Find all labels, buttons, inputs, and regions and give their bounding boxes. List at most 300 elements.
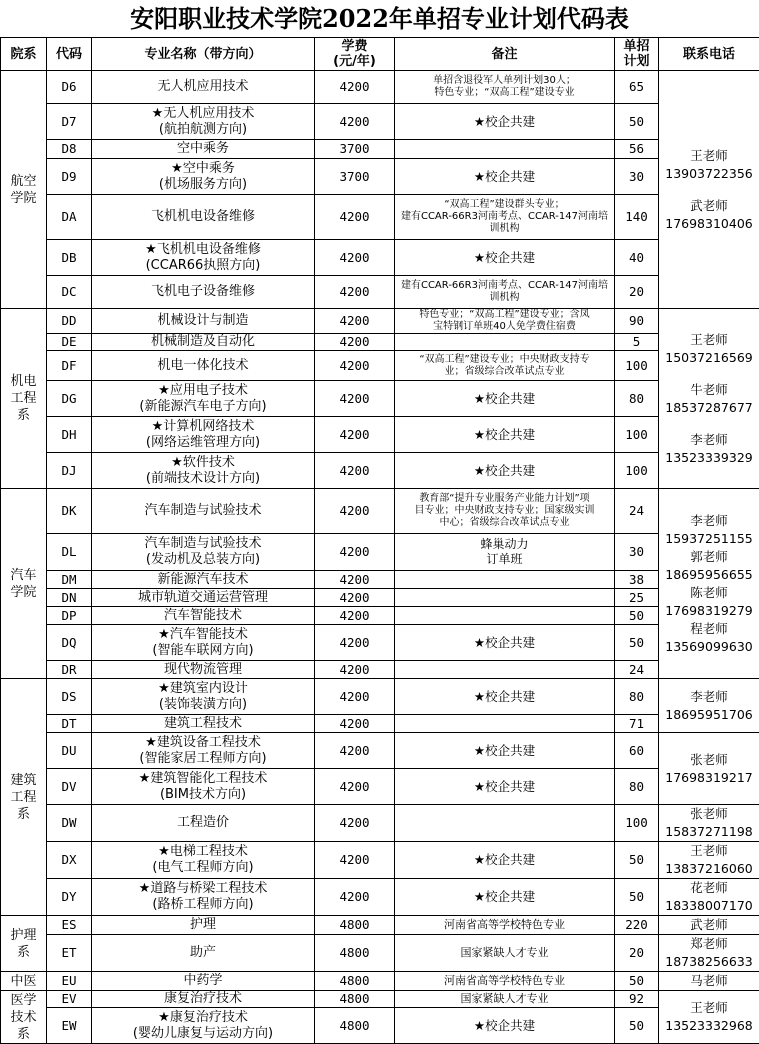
code-cell: ET	[47, 935, 92, 972]
major-name-line: 护理	[92, 917, 314, 933]
contact-cell	[659, 71, 759, 309]
code-cell: DE	[47, 334, 92, 351]
college-cell	[1, 991, 47, 1044]
note-cell	[395, 769, 615, 805]
table-row	[1, 334, 759, 351]
college-name-line: 医学	[1, 992, 46, 1009]
table-row	[1, 1008, 759, 1044]
major-name-line: (智能车联网方向)	[92, 643, 314, 659]
note-cell	[395, 334, 615, 351]
code-cell: D7	[47, 104, 92, 140]
fee-cell: 4200	[315, 769, 395, 805]
table-row	[1, 140, 759, 159]
college-cell	[1, 489, 47, 679]
plan-cell: 140	[615, 195, 659, 240]
note-line: “双高工程”建设群头专业；	[395, 199, 614, 211]
major-name-cell	[92, 842, 315, 879]
major-name-cell	[92, 240, 315, 276]
note-cell	[395, 453, 615, 489]
contact-line: 王老师	[659, 999, 759, 1017]
contact-cell	[659, 489, 759, 679]
plan-cell: 25	[615, 589, 659, 607]
plan-cell: 50	[615, 607, 659, 625]
code-cell: DL	[47, 534, 92, 571]
code-cell: DY	[47, 879, 92, 916]
fee-cell: 4800	[315, 935, 395, 972]
contact-cell	[659, 879, 759, 916]
contact-cell	[659, 733, 759, 805]
header-college: 院系	[1, 38, 47, 71]
note-line: ★校企共建	[395, 889, 614, 905]
college-name-line: 学院	[1, 584, 46, 601]
note-line: ★校企共建	[395, 169, 614, 185]
table-row	[1, 240, 759, 276]
major-name-cell	[92, 879, 315, 916]
note-cell	[395, 195, 615, 240]
fee-cell: 4200	[315, 534, 395, 571]
major-name-cell	[92, 1008, 315, 1044]
header-fee	[315, 38, 395, 71]
page-title: 安阳职业技术学院2022年单招专业计划代码表	[0, 0, 759, 37]
major-name-line: (航拍航测方向)	[92, 122, 314, 138]
note-line: ★校企共建	[395, 391, 614, 407]
major-name-line: 汽车智能技术	[92, 608, 314, 624]
major-name-line: (前端技术设计方向)	[92, 471, 314, 487]
note-line: 教育部“提升专业服务产业能力计划”项	[395, 493, 614, 505]
code-cell: D8	[47, 140, 92, 159]
note-line: ★校企共建	[395, 743, 614, 759]
major-name-line: 空中乘务	[92, 141, 314, 157]
fee-cell: 4200	[315, 381, 395, 417]
fee-cell: 4200	[315, 453, 395, 489]
major-name-cell	[92, 71, 315, 104]
note-cell	[395, 805, 615, 842]
table-row	[1, 195, 759, 240]
note-cell	[395, 625, 615, 661]
contact-line: 李老师	[659, 688, 759, 706]
note-line: 建有CCAR-66R3河南考点、CCAR-147河南培	[395, 211, 614, 223]
major-name-cell	[92, 679, 315, 715]
code-cell: EV	[47, 991, 92, 1008]
contact-cell	[659, 805, 759, 842]
code-cell: D6	[47, 71, 92, 104]
college-cell	[1, 71, 47, 309]
code-cell: DH	[47, 417, 92, 453]
header-plan	[615, 38, 659, 71]
note-cell	[395, 381, 615, 417]
code-cell: DW	[47, 805, 92, 842]
contact-line: 李老师	[659, 512, 759, 530]
college-cell	[1, 309, 47, 489]
plan-cell: 56	[615, 140, 659, 159]
fee-cell: 4200	[315, 351, 395, 381]
contact-line: 王老师	[659, 147, 759, 165]
note-cell	[395, 715, 615, 733]
contact-cell	[659, 916, 759, 935]
major-name-line: 汽车制造与试验技术	[92, 503, 314, 519]
note-line: ★校企共建	[395, 427, 614, 443]
major-name-cell	[92, 534, 315, 571]
major-name-line: (电气工程师方向)	[92, 860, 314, 876]
major-name-line: (路桥工程师方向)	[92, 897, 314, 913]
plan-cell: 80	[615, 769, 659, 805]
note-cell	[395, 607, 615, 625]
fee-cell: 4200	[315, 589, 395, 607]
note-line: ★校企共建	[395, 852, 614, 868]
major-name-cell	[92, 195, 315, 240]
contact-line: 17698319217	[659, 769, 759, 787]
major-name-line: 中药学	[92, 973, 314, 989]
plan-cell: 60	[615, 733, 659, 769]
note-line: ★校企共建	[395, 689, 614, 705]
major-name-cell	[92, 571, 315, 589]
table-row	[1, 715, 759, 733]
table-row	[1, 159, 759, 195]
contact-cell	[659, 935, 759, 972]
note-line: 中心；省级综合改革试点专业	[395, 517, 614, 529]
contact-line: 17698319279	[659, 602, 759, 620]
major-name-cell	[92, 453, 315, 489]
code-cell: EW	[47, 1008, 92, 1044]
contact-line: 牛老师	[659, 381, 759, 399]
contact-line: 王老师	[659, 842, 759, 860]
header-code: 代码	[47, 38, 92, 71]
major-name-line: ★汽车智能技术	[92, 627, 314, 643]
note-line: 目专业；中央财政支持专业；国家级实训	[395, 505, 614, 517]
note-cell	[395, 240, 615, 276]
fee-cell: 4200	[315, 625, 395, 661]
major-name-cell	[92, 140, 315, 159]
contact-line: 郑老师	[659, 935, 759, 953]
contact-cell	[659, 842, 759, 879]
table-row	[1, 489, 759, 534]
note-cell	[395, 571, 615, 589]
fee-cell: 4200	[315, 489, 395, 534]
table-row	[1, 916, 759, 935]
plan-cell: 20	[615, 935, 659, 972]
note-line: “双高工程”建设专业；中央财政支持专	[395, 354, 614, 366]
major-name-line: 飞机电子设备维修	[92, 284, 314, 300]
college-name-line: 系	[1, 1026, 46, 1043]
code-cell: DF	[47, 351, 92, 381]
header-major: 专业名称（带方向）	[92, 38, 315, 71]
fee-cell: 3700	[315, 159, 395, 195]
code-cell: DP	[47, 607, 92, 625]
fee-cell: 4200	[315, 842, 395, 879]
contact-line: 13523339329	[659, 449, 759, 467]
fee-cell: 4200	[315, 715, 395, 733]
header-fee-line: 学费	[315, 39, 394, 54]
fee-cell: 4800	[315, 991, 395, 1008]
plan-cell: 80	[615, 381, 659, 417]
contact-line: 13523332968	[659, 1017, 759, 1035]
note-cell	[395, 351, 615, 381]
note-cell	[395, 1008, 615, 1044]
note-cell	[395, 842, 615, 879]
fee-cell: 4200	[315, 240, 395, 276]
note-cell	[395, 991, 615, 1008]
note-line: 训机构	[395, 292, 614, 304]
note-cell	[395, 589, 615, 607]
note-cell	[395, 916, 615, 935]
code-cell: DC	[47, 276, 92, 309]
major-name-cell	[92, 972, 315, 991]
plan-cell: 20	[615, 276, 659, 309]
major-name-line: ★电梯工程技术	[92, 844, 314, 860]
major-name-cell	[92, 805, 315, 842]
contact-line: 15837271198	[659, 823, 759, 841]
major-name-line: 康复治疗技术	[92, 991, 314, 1007]
major-name-cell	[92, 381, 315, 417]
table-row	[1, 104, 759, 140]
note-line: ★校企共建	[395, 1018, 614, 1034]
major-name-line: (新能源汽车电子方向)	[92, 399, 314, 415]
fee-cell: 4800	[315, 1008, 395, 1044]
contact-line: 18738256633	[659, 953, 759, 971]
plan-cell: 30	[615, 534, 659, 571]
college-name-line: 航空	[1, 173, 46, 190]
college-name-line: 学院	[1, 190, 46, 207]
plan-cell: 50	[615, 842, 659, 879]
contact-line: 18338007170	[659, 897, 759, 915]
major-name-cell	[92, 715, 315, 733]
note-line: ★校企共建	[395, 635, 614, 651]
major-name-cell	[92, 309, 315, 334]
note-line: 训机构	[395, 223, 614, 235]
contact-line: 15937251155	[659, 530, 759, 548]
contact-cell	[659, 679, 759, 733]
table-row	[1, 276, 759, 309]
plan-cell: 38	[615, 571, 659, 589]
contact-line: 郭老师	[659, 548, 759, 566]
contact-line: 武老师	[659, 197, 759, 215]
table-row	[1, 607, 759, 625]
contact-cell	[659, 309, 759, 489]
plan-cell: 30	[615, 159, 659, 195]
contact-line: 王老师	[659, 331, 759, 349]
plan-cell: 71	[615, 715, 659, 733]
major-name-line: ★建筑设备工程技术	[92, 735, 314, 751]
contact-line: 15037216569	[659, 349, 759, 367]
college-name-line: 建筑	[1, 772, 46, 789]
code-cell: DJ	[47, 453, 92, 489]
note-line: ★校企共建	[395, 463, 614, 479]
note-cell	[395, 489, 615, 534]
major-name-cell	[92, 661, 315, 679]
contact-line: 马老师	[659, 972, 759, 990]
fee-cell: 4200	[315, 805, 395, 842]
college-cell	[1, 916, 47, 972]
table-row	[1, 972, 759, 991]
major-name-line: (CCAR66执照方向)	[92, 258, 314, 274]
header-note: 备注	[395, 38, 615, 71]
table-row	[1, 589, 759, 607]
plan-cell: 100	[615, 351, 659, 381]
table-row	[1, 769, 759, 805]
major-name-line: ★建筑智能化工程技术	[92, 771, 314, 787]
major-name-cell	[92, 916, 315, 935]
fee-cell: 4200	[315, 607, 395, 625]
plan-cell: 50	[615, 625, 659, 661]
note-cell	[395, 140, 615, 159]
code-cell: DS	[47, 679, 92, 715]
note-cell	[395, 534, 615, 571]
fee-cell: 4200	[315, 417, 395, 453]
note-cell	[395, 879, 615, 916]
code-cell: D9	[47, 159, 92, 195]
major-name-cell	[92, 276, 315, 309]
note-cell	[395, 159, 615, 195]
code-cell: DT	[47, 715, 92, 733]
fee-cell: 4200	[315, 679, 395, 715]
note-cell	[395, 104, 615, 140]
major-name-line: 助产	[92, 945, 314, 961]
contact-line: 18537287677	[659, 399, 759, 417]
college-name-line: 工程	[1, 789, 46, 806]
table-body	[1, 71, 759, 1044]
major-name-line: 无人机应用技术	[92, 79, 314, 95]
major-name-cell	[92, 991, 315, 1008]
major-name-line: ★空中乘务	[92, 161, 314, 177]
fee-cell: 4200	[315, 71, 395, 104]
table-row	[1, 351, 759, 381]
contact-line: 武老师	[659, 916, 759, 934]
code-cell: DK	[47, 489, 92, 534]
table-row	[1, 879, 759, 916]
major-name-cell	[92, 589, 315, 607]
note-line: 特色专业；“双高工程”建设专业；含凤	[395, 309, 614, 321]
plan-table	[0, 37, 759, 1044]
major-name-cell	[92, 489, 315, 534]
plan-cell: 65	[615, 71, 659, 104]
note-line: 国家紧缺人才专业	[395, 993, 614, 1005]
major-name-line: 机械制造及自动化	[92, 334, 314, 350]
note-cell	[395, 71, 615, 104]
contact-line: 13903722356	[659, 165, 759, 183]
note-line: 业；省级综合改革试点专业	[395, 366, 614, 378]
table-row	[1, 417, 759, 453]
code-cell: DR	[47, 661, 92, 679]
contact-line: 18695956655	[659, 566, 759, 584]
table-row	[1, 381, 759, 417]
note-line: ★校企共建	[395, 779, 614, 795]
major-name-line: (婴幼儿康复与运动方向)	[92, 1026, 314, 1042]
major-name-line: 现代物流管理	[92, 662, 314, 678]
table-row	[1, 935, 759, 972]
note-line: ★校企共建	[395, 114, 614, 130]
major-name-cell	[92, 607, 315, 625]
college-name-line: 工程	[1, 390, 46, 407]
college-name-line: 系	[1, 944, 46, 961]
code-cell: DV	[47, 769, 92, 805]
major-name-cell	[92, 733, 315, 769]
note-line: 河南省高等学校特色专业	[395, 975, 614, 987]
code-cell: DB	[47, 240, 92, 276]
major-name-line: ★软件技术	[92, 455, 314, 471]
note-line: 蜂巢动力	[395, 537, 614, 552]
major-name-line: (机场服务方向)	[92, 177, 314, 193]
major-name-line: (网络运维管理方向)	[92, 435, 314, 451]
code-cell: EU	[47, 972, 92, 991]
note-line: 建有CCAR-66R3河南考点、CCAR-147河南培	[395, 280, 614, 292]
contact-line: 张老师	[659, 751, 759, 769]
contact-line: 13569099630	[659, 638, 759, 656]
table-row	[1, 679, 759, 715]
fee-cell: 4200	[315, 661, 395, 679]
code-cell: DU	[47, 733, 92, 769]
contact-cell	[659, 972, 759, 991]
code-cell: DA	[47, 195, 92, 240]
note-line: 河南省高等学校特色专业	[395, 919, 614, 931]
contact-line: 程老师	[659, 620, 759, 638]
plan-cell: 50	[615, 104, 659, 140]
table-row	[1, 309, 759, 334]
fee-cell: 4200	[315, 195, 395, 240]
plan-cell: 100	[615, 417, 659, 453]
contact-spacer	[659, 183, 759, 197]
college-name-line: 护理	[1, 927, 46, 944]
major-name-cell	[92, 159, 315, 195]
major-name-cell	[92, 334, 315, 351]
major-name-line: 飞机机电设备维修	[92, 209, 314, 225]
college-name-line: 汽车	[1, 567, 46, 584]
contact-line: 17698310406	[659, 215, 759, 233]
table-row	[1, 661, 759, 679]
header-plan-line: 单招	[615, 39, 658, 54]
header-fee-line: (元/年)	[315, 54, 394, 69]
contact-line: 李老师	[659, 431, 759, 449]
major-name-line: 城市轨道交通运营管理	[92, 590, 314, 606]
fee-cell: 4200	[315, 309, 395, 334]
table-row	[1, 842, 759, 879]
plan-cell: 5	[615, 334, 659, 351]
major-name-line: (装饰装潢方向)	[92, 697, 314, 713]
contact-line: 13837216060	[659, 860, 759, 878]
college-name-line: 机电	[1, 373, 46, 390]
header-contact: 联系电话	[659, 38, 759, 71]
major-name-line: ★康复治疗技术	[92, 1010, 314, 1026]
code-cell: DX	[47, 842, 92, 879]
college-name-line: 中医	[1, 973, 46, 990]
contact-line: 陈老师	[659, 584, 759, 602]
fee-cell: 4800	[315, 916, 395, 935]
fee-cell: 3700	[315, 140, 395, 159]
major-name-cell	[92, 625, 315, 661]
major-name-line: ★建筑室内设计	[92, 681, 314, 697]
major-name-line: 机电一体化技术	[92, 358, 314, 374]
note-line: 订单班	[395, 552, 614, 567]
table-row	[1, 571, 759, 589]
plan-cell: 92	[615, 991, 659, 1008]
note-cell	[395, 972, 615, 991]
note-cell	[395, 935, 615, 972]
major-name-line: 工程造价	[92, 815, 314, 831]
fee-cell: 4200	[315, 276, 395, 309]
major-name-cell	[92, 935, 315, 972]
note-line: 宝特钢订单班40人免学费住宿费	[395, 321, 614, 333]
contact-spacer	[659, 367, 759, 381]
major-name-cell	[92, 351, 315, 381]
college-cell	[1, 972, 47, 991]
table-row	[1, 991, 759, 1008]
table-row	[1, 453, 759, 489]
plan-cell: 50	[615, 879, 659, 916]
college-cell	[1, 679, 47, 916]
note-cell	[395, 309, 615, 334]
major-name-line: ★道路与桥梁工程技术	[92, 881, 314, 897]
note-cell	[395, 733, 615, 769]
plan-cell: 100	[615, 805, 659, 842]
